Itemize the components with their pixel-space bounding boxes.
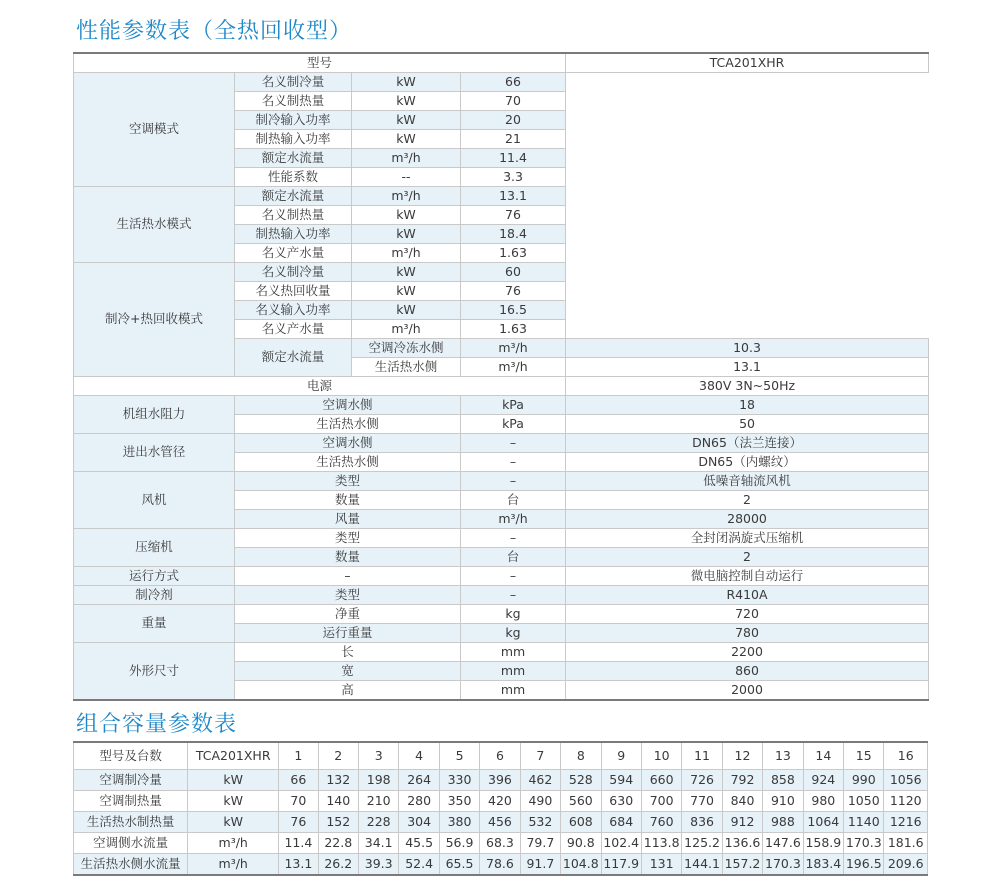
- spec-item-label: 制热输入功率: [235, 130, 352, 149]
- combo-row-unit: m³/h: [188, 833, 279, 854]
- combo-cell: 228: [358, 812, 398, 833]
- combo-header-row: [74, 742, 928, 770]
- combo-row-unit: kW: [188, 770, 279, 791]
- combo-cell: 70: [279, 791, 318, 812]
- combo-header-count: 3: [358, 742, 398, 770]
- spec-item-value: 66: [461, 73, 566, 92]
- spec-item-label: 高: [235, 681, 461, 701]
- spec-category: 制冷剂: [74, 586, 235, 605]
- spec-category: 制冷+热回收模式: [74, 263, 235, 377]
- spec-row: [74, 643, 929, 662]
- spec-row: [74, 187, 929, 206]
- spec-category: 机组水阻力: [74, 396, 235, 434]
- spec-item-label: 风量: [235, 510, 461, 529]
- combo-cell: 528: [561, 770, 601, 791]
- spec-item-value: 13.1: [566, 358, 929, 377]
- spec-row: [74, 529, 929, 548]
- spec-item-label: 空调冷冻水侧: [352, 339, 461, 358]
- combo-cell: 608: [561, 812, 601, 833]
- combo-cell: 196.5: [844, 854, 884, 876]
- combo-row-label: 生活热水侧水流量: [74, 854, 188, 876]
- spec-item-label: 名义制冷量: [235, 263, 352, 282]
- spec-category: 风机: [74, 472, 235, 529]
- combo-cell: 102.4: [601, 833, 641, 854]
- spec-item-unit: kW: [352, 92, 461, 111]
- spec-item-label: 数量: [235, 491, 461, 510]
- combo-cell: 170.3: [844, 833, 884, 854]
- spec-table-title: 性能参数表（全热回收型）: [76, 19, 353, 44]
- spec-item-value: 11.4: [461, 149, 566, 168]
- spec-item-unit: m³/h: [461, 510, 566, 529]
- combo-header-count: 14: [803, 742, 843, 770]
- spec-row: [74, 605, 929, 624]
- spec-item-label: 空调水侧: [235, 434, 461, 453]
- combo-cell: 330: [439, 770, 479, 791]
- combo-table-title: 组合容量参数表: [76, 712, 238, 737]
- spec-item-unit: kW: [352, 206, 461, 225]
- combo-header-count: 2: [318, 742, 358, 770]
- combo-row-label: 空调侧水流量: [74, 833, 188, 854]
- spec-category: 运行方式: [74, 567, 235, 586]
- spec-item-label: 运行重量: [235, 624, 461, 643]
- combo-cell: 770: [682, 791, 722, 812]
- combo-cell: 210: [358, 791, 398, 812]
- combo-cell: 76: [279, 812, 318, 833]
- combo-cell: 420: [480, 791, 520, 812]
- spec-item-label: 长: [235, 643, 461, 662]
- spec-item-value: 860: [566, 662, 929, 681]
- spec-item-unit: –: [461, 472, 566, 491]
- spec-item-unit: --: [352, 168, 461, 187]
- power-value: 380V 3N~50Hz: [566, 377, 929, 396]
- combo-cell: 594: [601, 770, 641, 791]
- combo-cell: 924: [803, 770, 843, 791]
- combo-cell: 980: [803, 791, 843, 812]
- combo-header-count: 7: [520, 742, 560, 770]
- spec-item-unit: m³/h: [352, 187, 461, 206]
- spec-row: [74, 53, 929, 73]
- combo-cell: 181.6: [884, 833, 928, 854]
- spec-item-unit: –: [461, 434, 566, 453]
- power-label: 电源: [74, 377, 566, 396]
- spec-row: [74, 567, 929, 586]
- spec-item-unit: kW: [352, 130, 461, 149]
- combo-header-count: 9: [601, 742, 641, 770]
- combo-cell: 988: [763, 812, 803, 833]
- combo-cell: 13.1: [279, 854, 318, 876]
- combo-cell: 630: [601, 791, 641, 812]
- combo-cell: 39.3: [358, 854, 398, 876]
- spec-item-unit: mm: [461, 662, 566, 681]
- spec-row: [74, 377, 929, 396]
- spec-item-unit: kW: [352, 282, 461, 301]
- spec-item-value: 20: [461, 111, 566, 130]
- flow-sublabel: 额定水流量: [235, 339, 352, 377]
- combo-cell: 1140: [844, 812, 884, 833]
- spec-item-label: 类型: [235, 586, 461, 605]
- spec-item-label: 名义产水量: [235, 320, 352, 339]
- combo-header-count: 15: [844, 742, 884, 770]
- spec-item-label: 额定水流量: [235, 187, 352, 206]
- spec-item-unit: kW: [352, 301, 461, 320]
- combo-cell: 1216: [884, 812, 928, 833]
- combo-cell: 1050: [844, 791, 884, 812]
- spec-item-unit: –: [461, 567, 566, 586]
- spec-category: 压缩机: [74, 529, 235, 567]
- combo-header-count: 13: [763, 742, 803, 770]
- combo-cell: 66: [279, 770, 318, 791]
- combo-row-label: 空调制冷量: [74, 770, 188, 791]
- spec-item-label: 宽: [235, 662, 461, 681]
- spec-item-unit: 台: [461, 548, 566, 567]
- spec-category: 生活热水模式: [74, 187, 235, 263]
- combo-row-unit: kW: [188, 812, 279, 833]
- spec-item-unit: mm: [461, 643, 566, 662]
- spec-item-unit: kPa: [461, 396, 566, 415]
- combo-cell: 65.5: [439, 854, 479, 876]
- spec-item-unit: m³/h: [352, 244, 461, 263]
- spec-item-value: 60: [461, 263, 566, 282]
- spec-item-label: 类型: [235, 472, 461, 491]
- combo-cell: 350: [439, 791, 479, 812]
- spec-row: [74, 263, 929, 282]
- combo-row-unit: m³/h: [188, 854, 279, 876]
- combo-cell: 760: [641, 812, 681, 833]
- combo-cell: 792: [722, 770, 762, 791]
- combo-cell: 68.3: [480, 833, 520, 854]
- spec-item-unit: kW: [352, 225, 461, 244]
- combo-cell: 490: [520, 791, 560, 812]
- spec-category: 外形尺寸: [74, 643, 235, 701]
- combo-cell: 52.4: [399, 854, 439, 876]
- combo-cell: 836: [682, 812, 722, 833]
- spec-item-unit: m³/h: [352, 320, 461, 339]
- combo-cell: 104.8: [561, 854, 601, 876]
- combo-cell: 396: [480, 770, 520, 791]
- spec-item-label: 名义制冷量: [235, 73, 352, 92]
- combination-capacity-table: [73, 741, 928, 876]
- combo-cell: 304: [399, 812, 439, 833]
- combo-cell: 34.1: [358, 833, 398, 854]
- combo-cell: 158.9: [803, 833, 843, 854]
- spec-item-label: 空调水侧: [235, 396, 461, 415]
- spec-item-unit: kPa: [461, 415, 566, 434]
- combo-cell: 660: [641, 770, 681, 791]
- spec-item-unit: kW: [352, 111, 461, 130]
- spec-row: [74, 396, 929, 415]
- spec-item-value: 1.63: [461, 320, 566, 339]
- combo-cell: 144.1: [682, 854, 722, 876]
- combo-cell: 90.8: [561, 833, 601, 854]
- spec-item-label: 名义输入功率: [235, 301, 352, 320]
- combo-header-model: TCA201XHR: [188, 742, 279, 770]
- spec-item-value: 3.3: [461, 168, 566, 187]
- spec-item-value: 18: [566, 396, 929, 415]
- combo-cell: 700: [641, 791, 681, 812]
- combo-cell: 140: [318, 791, 358, 812]
- spec-item-value: DN65（内螺纹）: [566, 453, 929, 472]
- spec-item-value: 16.5: [461, 301, 566, 320]
- combo-cell: 840: [722, 791, 762, 812]
- spec-item-value: 2: [566, 548, 929, 567]
- combo-cell: 209.6: [884, 854, 928, 876]
- combo-header-count: 16: [884, 742, 928, 770]
- spec-item-value: 1.63: [461, 244, 566, 263]
- spec-item-label: 制冷输入功率: [235, 111, 352, 130]
- combo-row: [74, 833, 928, 854]
- spec-row: [74, 586, 929, 605]
- combo-cell: 912: [722, 812, 762, 833]
- spec-item-value: 76: [461, 282, 566, 301]
- spec-item-label: 生活热水侧: [352, 358, 461, 377]
- combo-cell: 136.6: [722, 833, 762, 854]
- combo-cell: 198: [358, 770, 398, 791]
- spec-item-label: 名义产水量: [235, 244, 352, 263]
- spec-item-unit: kg: [461, 624, 566, 643]
- spec-item-unit: kg: [461, 605, 566, 624]
- spec-item-label: 净重: [235, 605, 461, 624]
- combo-cell: 170.3: [763, 854, 803, 876]
- combo-cell: 183.4: [803, 854, 843, 876]
- spec-item-label: 性能系数: [235, 168, 352, 187]
- spec-row: [74, 434, 929, 453]
- combo-cell: 22.8: [318, 833, 358, 854]
- combo-cell: 113.8: [641, 833, 681, 854]
- combo-header-count: 8: [561, 742, 601, 770]
- spec-item-value: 18.4: [461, 225, 566, 244]
- spec-item-value: 微电脑控制自动运行: [566, 567, 929, 586]
- combo-header-count: 6: [480, 742, 520, 770]
- combo-cell: 131: [641, 854, 681, 876]
- spec-item-value: 720: [566, 605, 929, 624]
- spec-item-unit: m³/h: [461, 339, 566, 358]
- combo-cell: 1064: [803, 812, 843, 833]
- spec-item-label: –: [235, 567, 461, 586]
- combo-cell: 26.2: [318, 854, 358, 876]
- combo-cell: 79.7: [520, 833, 560, 854]
- spec-item-value: 2: [566, 491, 929, 510]
- combo-header-count: 5: [439, 742, 479, 770]
- spec-item-unit: m³/h: [461, 358, 566, 377]
- spec-item-label: 名义制热量: [235, 206, 352, 225]
- spec-item-value: R410A: [566, 586, 929, 605]
- combo-cell: 157.2: [722, 854, 762, 876]
- spec-item-value: 全封闭涡旋式压缩机: [566, 529, 929, 548]
- combo-header-count: 10: [641, 742, 681, 770]
- combo-cell: 91.7: [520, 854, 560, 876]
- spec-item-value: 28000: [566, 510, 929, 529]
- spec-item-value: 13.1: [461, 187, 566, 206]
- spec-category: 重量: [74, 605, 235, 643]
- spec-item-value: 2000: [566, 681, 929, 701]
- spec-category: 进出水管径: [74, 434, 235, 472]
- combo-header-count: 1: [279, 742, 318, 770]
- combo-row: [74, 854, 928, 876]
- spec-row: [74, 472, 929, 491]
- combo-row-label: 生活热水制热量: [74, 812, 188, 833]
- spec-item-label: 额定水流量: [235, 149, 352, 168]
- combo-cell: 456: [480, 812, 520, 833]
- combo-cell: 532: [520, 812, 560, 833]
- combo-cell: 990: [844, 770, 884, 791]
- combo-cell: 132: [318, 770, 358, 791]
- spec-item-value: 76: [461, 206, 566, 225]
- spec-item-value: 2200: [566, 643, 929, 662]
- combo-cell: 264: [399, 770, 439, 791]
- combo-cell: 125.2: [682, 833, 722, 854]
- combo-cell: 1056: [884, 770, 928, 791]
- model-value: TCA201XHR: [566, 53, 929, 73]
- spec-item-label: 名义制热量: [235, 92, 352, 111]
- spec-category: 空调模式: [74, 73, 235, 187]
- spec-item-value: DN65（法兰连接）: [566, 434, 929, 453]
- spec-item-label: 数量: [235, 548, 461, 567]
- combo-row: [74, 770, 928, 791]
- spec-item-unit: kW: [352, 73, 461, 92]
- combo-cell: 726: [682, 770, 722, 791]
- spec-item-value: 50: [566, 415, 929, 434]
- combo-header-count: 12: [722, 742, 762, 770]
- model-label: 型号: [74, 53, 566, 73]
- spec-item-label: 制热输入功率: [235, 225, 352, 244]
- combo-cell: 280: [399, 791, 439, 812]
- combo-cell: 380: [439, 812, 479, 833]
- combo-row-label: 空调制热量: [74, 791, 188, 812]
- spec-item-unit: –: [461, 586, 566, 605]
- performance-spec-table: [73, 52, 929, 701]
- combo-row-unit: kW: [188, 791, 279, 812]
- combo-cell: 45.5: [399, 833, 439, 854]
- combo-cell: 858: [763, 770, 803, 791]
- combo-row: [74, 791, 928, 812]
- spec-item-value: 780: [566, 624, 929, 643]
- combo-header-count: 11: [682, 742, 722, 770]
- combo-cell: 78.6: [480, 854, 520, 876]
- combo-cell: 684: [601, 812, 641, 833]
- combo-cell: 147.6: [763, 833, 803, 854]
- spec-item-label: 类型: [235, 529, 461, 548]
- combo-cell: 11.4: [279, 833, 318, 854]
- spec-item-unit: m³/h: [352, 149, 461, 168]
- combo-cell: 56.9: [439, 833, 479, 854]
- spec-item-unit: kW: [352, 263, 461, 282]
- combo-cell: 560: [561, 791, 601, 812]
- combo-cell: 910: [763, 791, 803, 812]
- combo-cell: 1120: [884, 791, 928, 812]
- spec-item-label: 生活热水侧: [235, 453, 461, 472]
- spec-item-value: 10.3: [566, 339, 929, 358]
- combo-row: [74, 812, 928, 833]
- spec-item-unit: –: [461, 453, 566, 472]
- combo-cell: 462: [520, 770, 560, 791]
- spec-row: [74, 73, 929, 92]
- spec-item-unit: 台: [461, 491, 566, 510]
- spec-item-value: 70: [461, 92, 566, 111]
- spec-item-unit: mm: [461, 681, 566, 701]
- combo-header-label: 型号及台数: [74, 742, 188, 770]
- spec-item-label: 生活热水侧: [235, 415, 461, 434]
- spec-item-value: 21: [461, 130, 566, 149]
- combo-header-count: 4: [399, 742, 439, 770]
- spec-item-label: 名义热回收量: [235, 282, 352, 301]
- spec-item-value: 低噪音轴流风机: [566, 472, 929, 491]
- combo-cell: 117.9: [601, 854, 641, 876]
- spec-item-unit: –: [461, 529, 566, 548]
- combo-cell: 152: [318, 812, 358, 833]
